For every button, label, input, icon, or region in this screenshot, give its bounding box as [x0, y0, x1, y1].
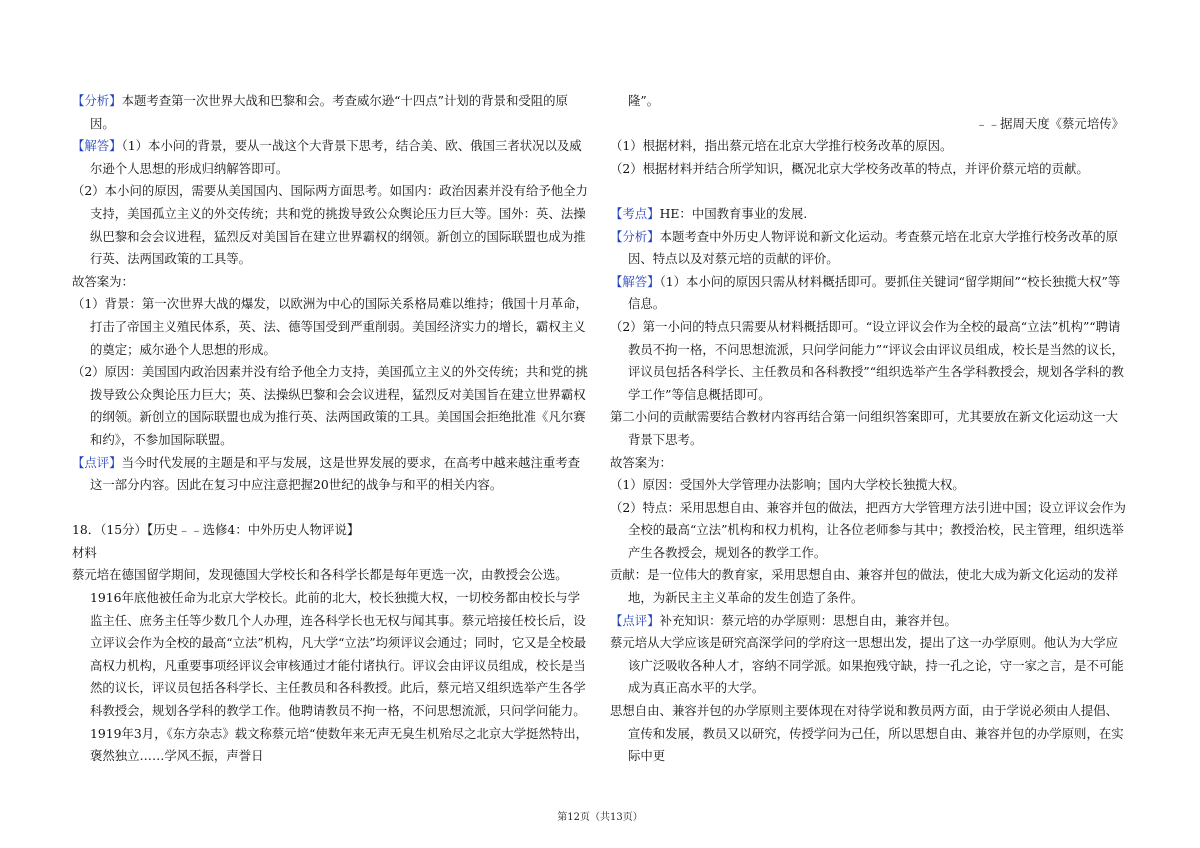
right-column [610, 90, 1130, 768]
answer-part3: 第二小问的贡献需要结合教材内容再结合第一问组织答案即可，尤其要放在新文化运动这一大背景下思考。 [610, 409, 1119, 447]
material-text: 蔡元培在德国留学期间，发现德国大学校长和各科学长都是每年更选一次，由教授会公选。1916年底他被任命为北京大学校长。此前的北大，校长独揽大权，一切校务都由校长与学监主任、庶务主任等少数几个人办理，连各科学长也无权与闻其事。蔡元培接任校长后，设立评议会作为全校的最高“立法”机构，凡大学“立法”均须评议会通过；同时，它又是全校最高权力机构，凡重要事项经评议会审核通过才能付诸执行。评议会由评议员组成，校长是当然的议长，评议员包括各科学长、主任教员和各科教授。此后，蔡元培又组织选举产生各学科教授会，规划各学科的教学工作。他聘请教员不拘一格，不问思想流派，只问学问能力。1919年3月，《东方杂志》载文称蔡元培“使数年来无声无臭生机殆尽之北京大学挺然特出，褒然独立……学风丕振，声誉日 [72, 567, 589, 764]
answer-label: 故答案为： [72, 273, 134, 289]
topic-paragraph [610, 203, 1130, 226]
topic-tag: 【考点】 [610, 205, 660, 221]
answer-part2-2: （2）第一小问的特点只需要从材料概括即可。“设立评议会作为全校的最高“立法”机构”“聘请教员不拘一格，不问思想流派，只问学问能力”“评议会由评议员组成，校长是当然的议长，评议员包括各科学长、主任教员和各科教授”“组织选举产生各学科教授会，规划各学科的教学工作”等信息概括即可。 [610, 318, 1124, 402]
supplement-paragraph-1: 蔡元培从大学应该是研究高深学问的学府这一思想出发，提出了这一办学原则。他认为大学应该广泛吸收各种人才，容纳不同学派。如果抱残守缺，持一孔之论，守一家之言，是不可能成为真正高水平的大学。 [610, 635, 1124, 696]
material-source: ﹣﹣据周天度《蔡元培传》 [975, 115, 1124, 131]
material-end: 隆”。 [628, 93, 660, 108]
answer-paragraph [72, 135, 592, 180]
analysis-text: 本题考查第一次世界大战和巴黎和会。考查威尔逊“十四点”计划的背景和受阻的原因。 [90, 93, 568, 131]
answer-item-2: （2）原因：美国国内政治因素并没有给予他全力支持，美国孤立主义的外交传统；共和党的挑拨导致公众舆论压力巨大；英、法操纵巴黎和会会议进程，猛烈反对美国旨在建立世界霸权的纲领。新创立的国际联盟也成为推行英、法两国政策的工具。美国国会拒绝批准《凡尔赛和约》，不参加国际联盟。 [72, 364, 588, 447]
supplement-paragraph-2: 思想自由、兼容并包的办学原则主要体现在对待学说和教员两方面，由于学说必须由人提倡、宣传和发展，教员又以研究，传授学问为己任，所以思想自由、兼容并包的办学原则，在实际中更 [610, 703, 1124, 764]
answer-text-2: （1）本小问的原因只需从材料概括即可。要抓住关键词“留学期间”“校长独揽大权”等信息。 [628, 273, 1121, 312]
answer-item-2b: （2）特点：采用思想自由、兼容并包的做法，把西方大学管理方法引进中国；设立评议会作为全校的最高“立法”机构和权力机构，让各位老师参与其中；教授治校，民主管理，组织选举产生各教授会，规划各的教学工作。 [610, 499, 1126, 560]
answer-tag-2: 【解答】 [610, 273, 660, 289]
comment-text-2: 补充知识：蔡元培的办学原则：思想自由，兼容并包。 [659, 612, 957, 628]
answer-tag: 【解答】 [72, 138, 122, 154]
analysis-tag-2: 【分析】 [610, 228, 660, 244]
comment-tag-2: 【点评】 [610, 612, 660, 628]
comment-paragraph-2 [610, 610, 1130, 633]
analysis-text-2: 本题考查中外历史人物评说和新文化运动。考查蔡元培在北京大学推行校务改革的原因、特点以及对蔡元培的贡献的评价。 [628, 228, 1119, 267]
question-2: （2）根据材料并结合所学知识，概况北京大学校务改革的特点，并评价蔡元培的贡献。 [610, 160, 1089, 176]
analysis-paragraph-2 [610, 226, 1130, 271]
left-column [72, 90, 592, 768]
answer-item-3b: 贡献：是一位伟大的教育家，采用思想自由、兼容并包的做法，使北大成为新文化运动的发祥地，为新民主主义革命的发生创造了条件。 [610, 567, 1119, 606]
topic-text: HE：中国教育事业的发展. [659, 205, 808, 221]
answer-label-2: 故答案为： [610, 454, 672, 470]
answer-text: （1）本小问的背景，要从一战这个大背景下思考，结合美、欧、俄国三者状况以及威尔逊个人思想的形成归纳解答即可。 [90, 138, 582, 176]
answer-item-1: （1）背景：第一次世界大战的爆发，以欧洲为中心的国际关系格局难以维持；俄国十月革命，打击了帝国主义殖民体系，英、法、德等国受到严重削弱。美国经济实力的增长，霸权主义的奠定；威尔逊个人思想的形成。 [72, 296, 588, 357]
question-1: （1）根据材料，指出蔡元培在北京大学推行校务改革的原因。 [610, 138, 953, 154]
answer-paragraph-2 [610, 271, 1130, 316]
answer-part2: （2）本小问的原因，需要从美国国内、国际两方面思考。如国内：政治因素并没有给予他全力支持，美国孤立主义的外交传统；共和党的挑拨导致公众舆论压力巨大等。国外：英、法操纵巴黎和会会议进程，猛烈反对美国旨在建立世界霸权的纲领。新创立的国际联盟也成为推行英、法两国政策的工具等。 [72, 183, 588, 267]
question-18-title: 18．（15分）【历史﹣﹣选修4：中外历史人物评说】 [72, 522, 360, 538]
page-footer: 第12页（共13页） [557, 812, 643, 823]
comment-paragraph [72, 452, 592, 497]
answer-item-1b: （1）原因：受国外大学管理办法影响；国内大学校长独揽大权。 [610, 477, 965, 493]
material-label: 材料 [72, 544, 97, 560]
comment-text: 当今时代发展的主题是和平与发展，这是世界发展的要求，在高考中越来越注重考查这一部分内容。因此在复习中应注意把握20世纪的战争与和平的相关内容。 [90, 454, 581, 493]
comment-tag: 【点评】 [72, 454, 122, 470]
analysis-tag: 【分析】 [72, 93, 122, 108]
analysis-paragraph [72, 90, 592, 135]
